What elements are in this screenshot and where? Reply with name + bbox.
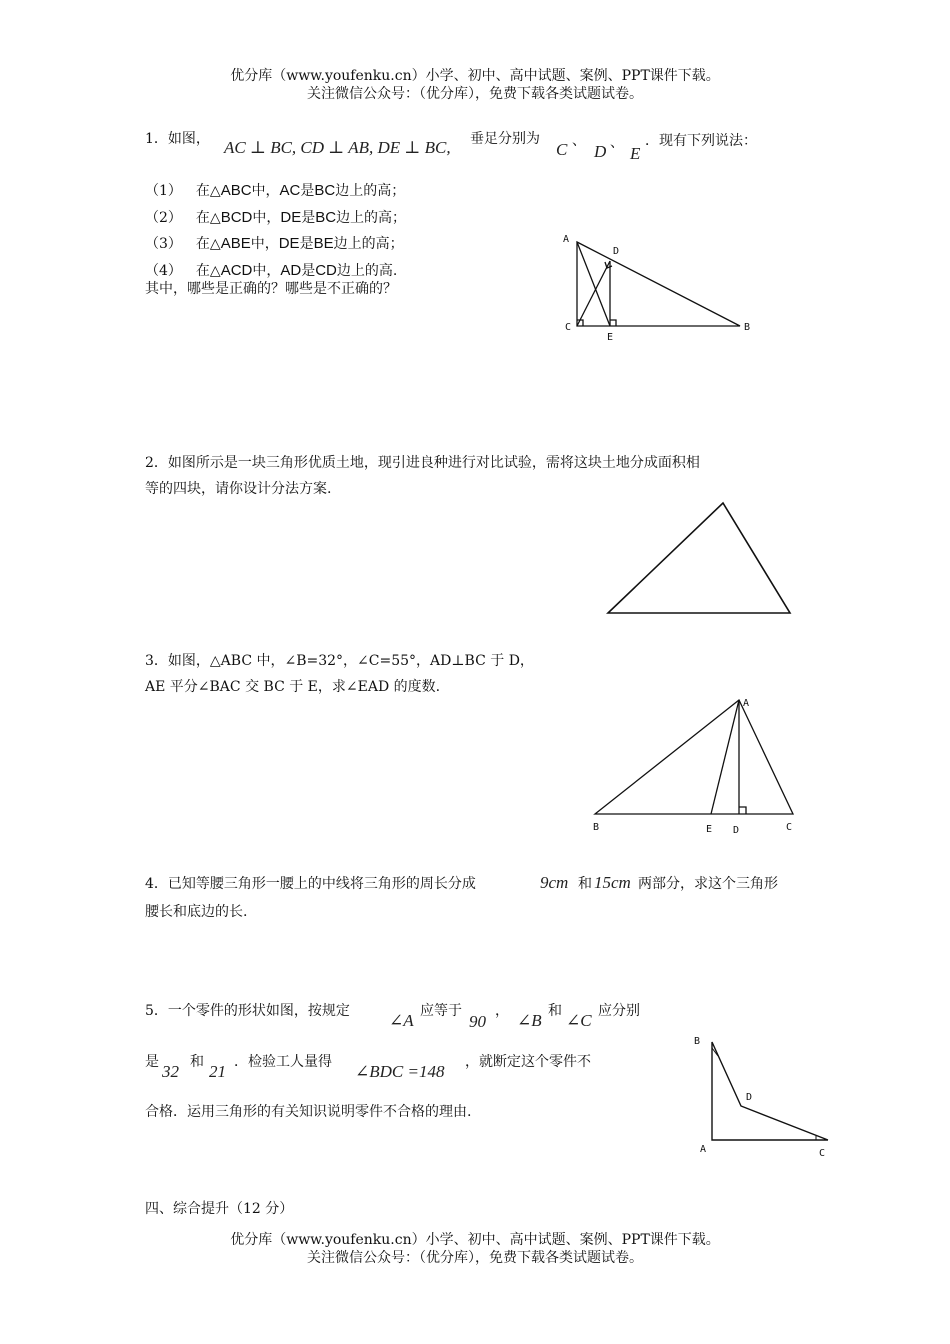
footer-line-1: 优分库（www.youfenku.cn）小学、初中、高中试题、案例、PPT课件下载。 [230, 1232, 720, 1248]
q3-label-c: C [786, 822, 793, 833]
q5-is: 是 [145, 1054, 159, 1070]
q5-respectively: 应分别 [598, 1003, 640, 1019]
q5-and: 和 [548, 1003, 562, 1019]
q2-line-1: 2．如图所示是一块三角形优质土地，现引进良种进行对比试验，需将这块土地分成面积相 [145, 455, 700, 471]
q5-line-1-pre: 5．一个零件的形状如图，按规定 [145, 1003, 350, 1019]
q1-formula: AC ⊥ BC, CD ⊥ AB, DE ⊥ BC, [224, 138, 451, 157]
q3-label-e: E [706, 824, 713, 835]
q1-label-b: B [744, 322, 751, 333]
q1-foot-d: D [594, 142, 607, 161]
q1-foot-c: C [556, 140, 568, 159]
q1-label-a: A [563, 234, 570, 245]
q5-line-3: 合格．运用三角形的有关知识说明零件不合格的理由. [145, 1104, 472, 1120]
q1-sep-1: 、 [572, 133, 586, 149]
q1-suffix: ．现有下列说法： [645, 133, 757, 149]
header-line-2: 关注微信公众号：（优分库），免费下载各类试题试卷。 [307, 86, 643, 102]
q5-part-outline [712, 1042, 828, 1140]
q5-value-a: 90 [469, 1012, 486, 1031]
q1-sep-2: 、 [610, 135, 624, 151]
q5-and-2: 和 [190, 1054, 204, 1070]
q5-value-b: 32 [162, 1062, 179, 1081]
q1-label-c: C [565, 322, 572, 333]
q3-label-a: A [743, 698, 750, 709]
q1-statement: （2） 在△BCD中，DE是BC边上的高； [145, 208, 407, 226]
q1-statement: （3） 在△ABE中，DE是BE边上的高； [145, 235, 404, 252]
q1-label-e: E [607, 332, 614, 343]
q5-angle-c: ∠C [566, 1011, 592, 1030]
q1-question: 其中，哪些是正确的？哪些是不正确的？ [145, 281, 397, 297]
q5-label-d: D [746, 1092, 753, 1103]
q1-figure [555, 228, 765, 346]
q5-angle-a: ∠A [389, 1011, 414, 1030]
q4-line-2: 腰长和底边的长. [145, 904, 248, 920]
q1-triangle-abc [577, 242, 740, 326]
header-line-1: 优分库（www.youfenku.cn）小学、初中、高中试题、案例、PPT课件下载。 [230, 68, 720, 84]
q1-statement: （4） 在△ACD中，AD是CD边上的高. [145, 261, 398, 279]
footer-line-2: 关注微信公众号：（优分库），免费下载各类试题试卷。 [307, 1250, 643, 1266]
q1-line-ae [577, 242, 610, 326]
q4-value-2: 15cm [594, 873, 631, 892]
q5-angle-b: ∠B [517, 1011, 542, 1030]
q5-label-c: C [819, 1148, 826, 1159]
q1-prefix: 1．如图， [145, 131, 210, 147]
q1-right-angle-e [610, 320, 616, 326]
q2-line-2: 等的四块，请你设计分法方案. [145, 481, 332, 497]
q5-label-a: A [700, 1144, 707, 1155]
q1-label-d: D [613, 246, 620, 257]
q1-foot-e: E [630, 144, 641, 163]
q3-label-d: D [733, 825, 740, 836]
q2-triangle [608, 503, 790, 613]
q2-figure [600, 495, 800, 620]
q5-conclude: ，就断定这个零件不 [465, 1054, 591, 1070]
q5-label-b: B [694, 1036, 701, 1047]
section-4-heading: 四、综合提升（12 分） [145, 1201, 294, 1217]
q5-should: 应等于 [420, 1003, 462, 1019]
q3-right-angle-d [739, 807, 746, 814]
q1-line-cd [577, 261, 610, 326]
q3-line-2: AE 平分∠BAC 交 BC 于 E，求∠EAD 的度数. [145, 679, 441, 695]
q3-label-b: B [593, 822, 600, 833]
q5-measured: ．检验工人量得 [234, 1054, 332, 1070]
q1-mid: 垂足分别为 [470, 131, 540, 147]
q5-comma: ， [495, 1003, 509, 1019]
q4-and: 和 [578, 876, 592, 892]
q3-figure [585, 690, 805, 840]
q5-bdc: ∠BDC =148 [355, 1062, 445, 1081]
q5-value-c: 21 [209, 1062, 226, 1081]
q3-line-ae [711, 700, 739, 814]
q3-triangle-abc [595, 700, 793, 814]
q1-statement: （1） 在△ABC中，AC是BC边上的高； [145, 182, 406, 199]
q1-statement-list [145, 178, 406, 284]
q4-value-1: 9cm [540, 873, 569, 892]
q4-line-1-pre: 4．已知等腰三角形一腰上的中线将三角形的周长分成 [145, 876, 476, 892]
q3-line-1: 3．如图，△ABC 中，∠B=32°，∠C=55°，AD⊥BC 于 D， [145, 653, 534, 669]
q4-line-1-post: 两部分，求这个三角形 [638, 876, 778, 892]
q5-figure [688, 1028, 838, 1160]
